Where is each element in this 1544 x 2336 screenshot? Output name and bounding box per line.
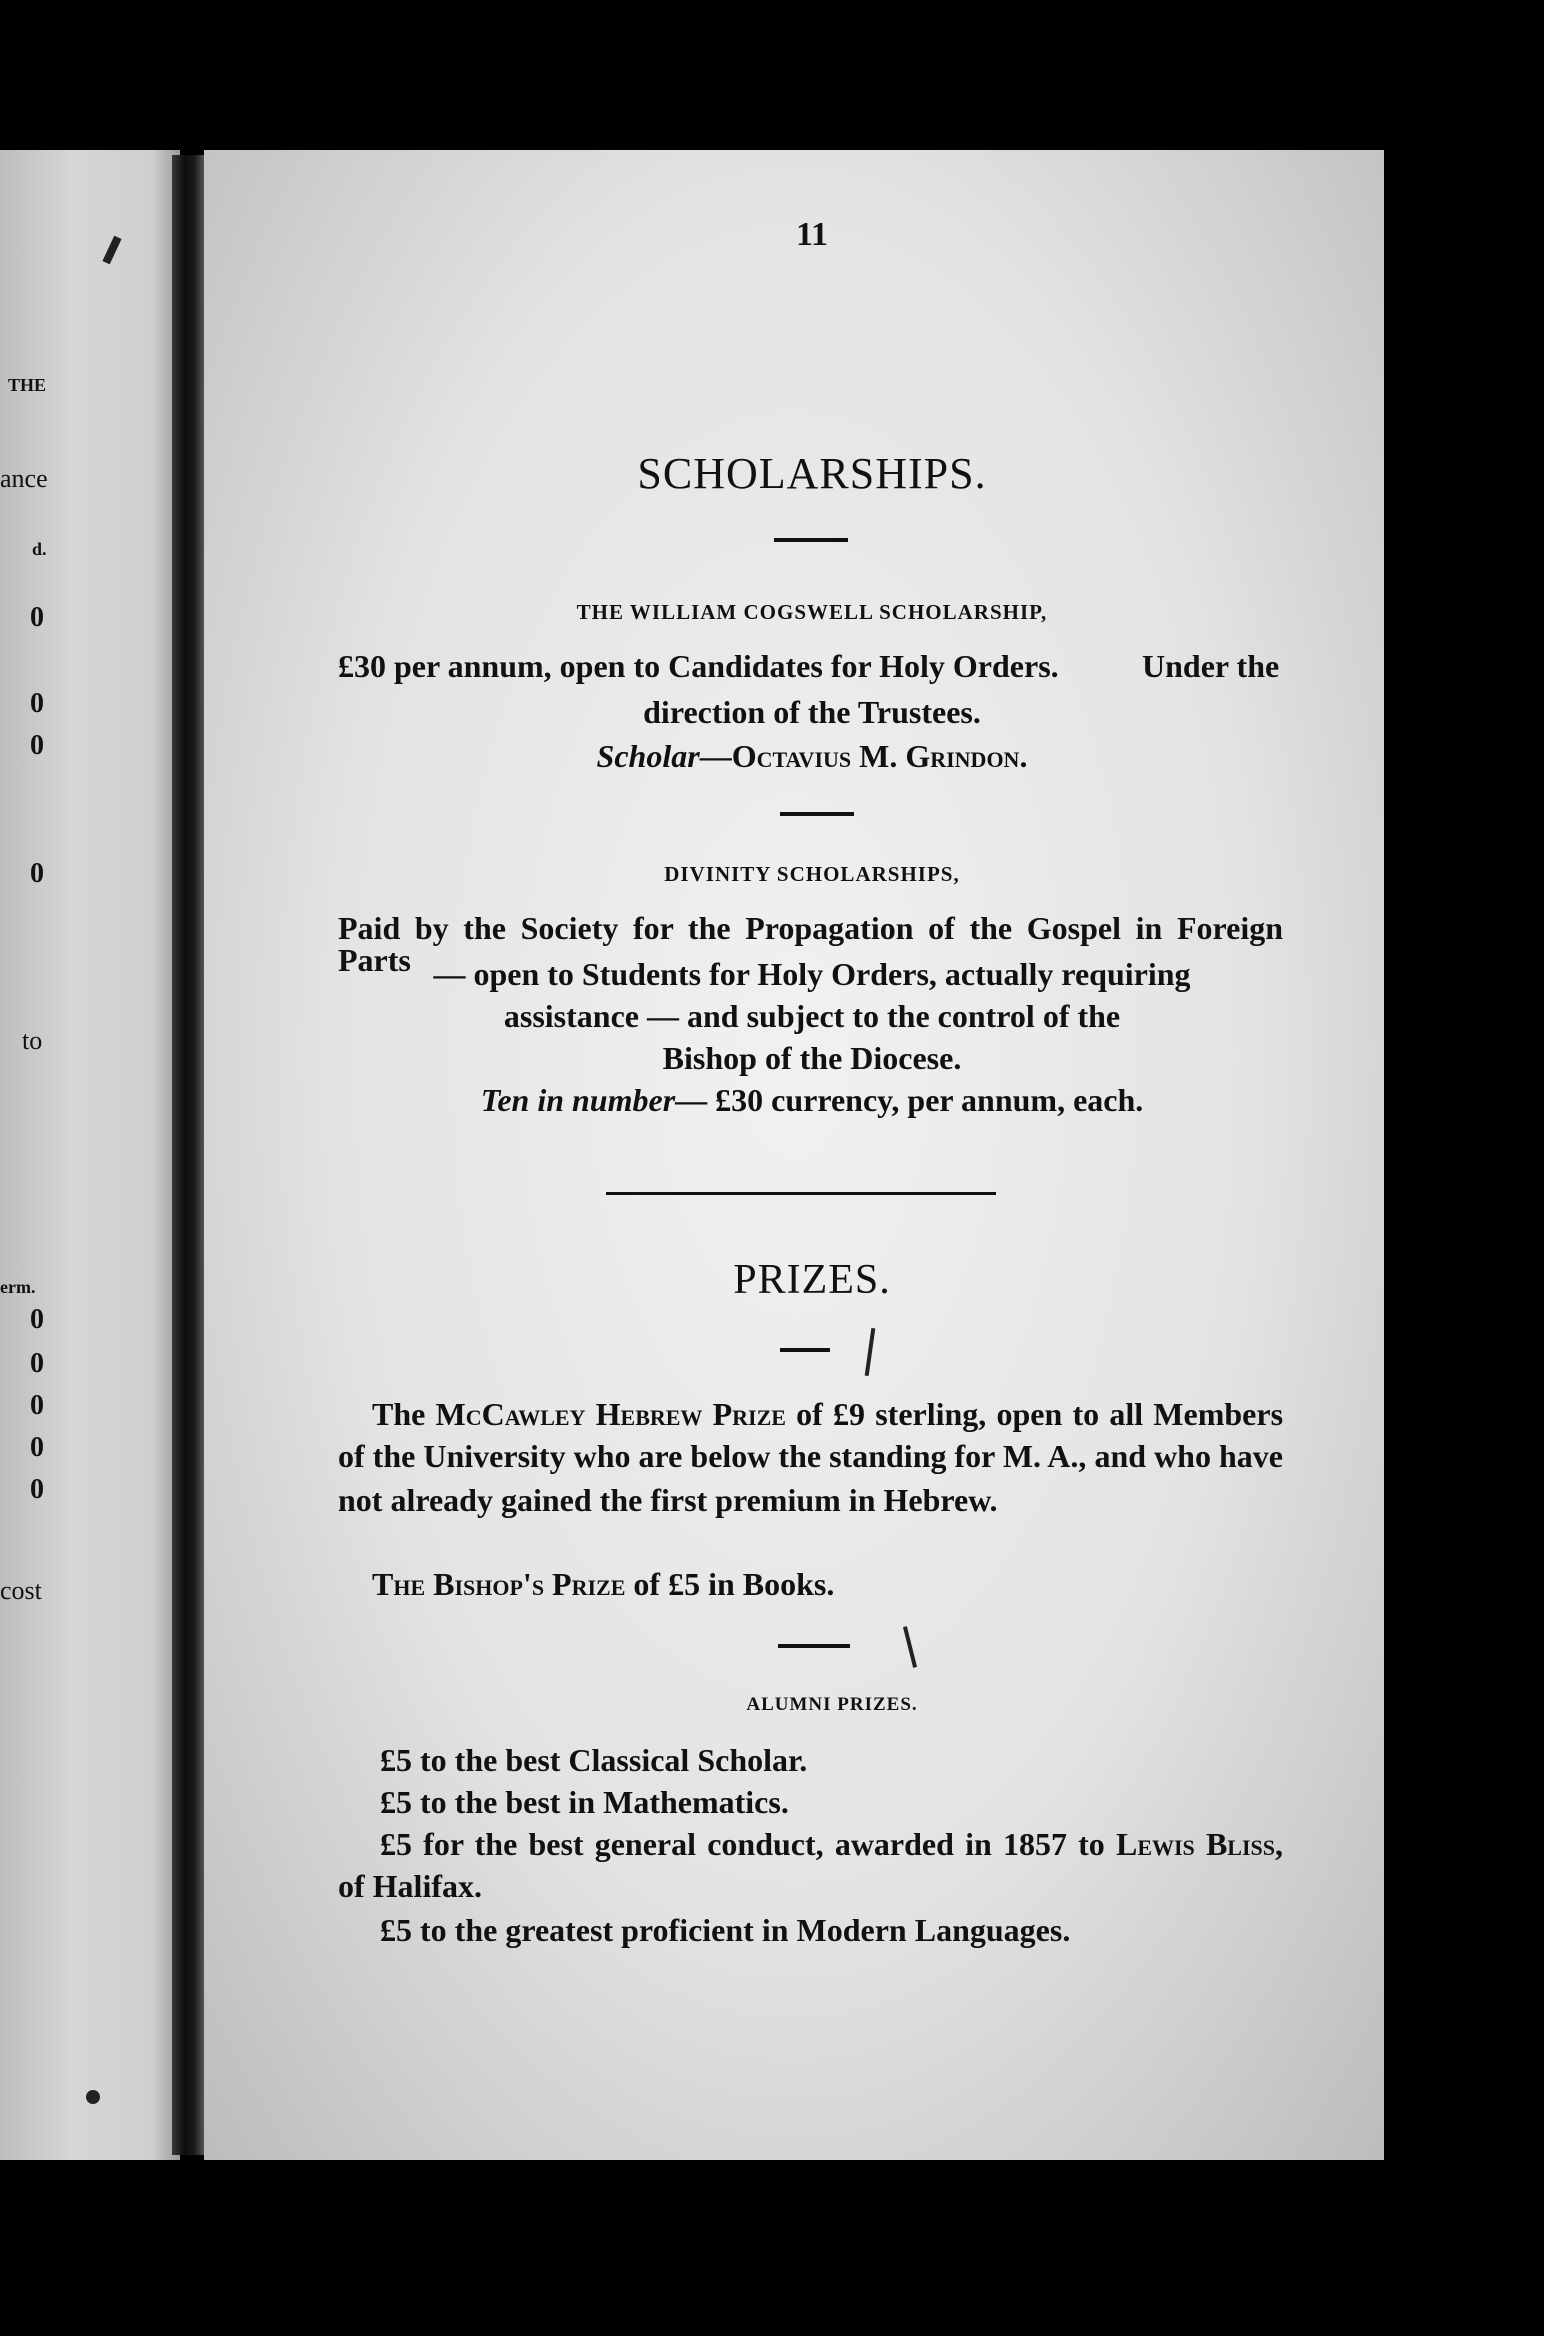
section-divider	[606, 1192, 996, 1195]
cogswell-line-2: direction of the Trustees.	[643, 694, 981, 730]
left-page-fragment-text: ance	[0, 464, 48, 493]
scholar-label: Scholar	[596, 738, 700, 774]
divinity-line-1: Paid by the Society for the Propagation of the Gospel in Foreign Parts	[338, 910, 1283, 978]
alumni-prizes-heading: ALUMNI PRIZES.	[746, 1694, 918, 1715]
cogswell-line-1: £30 per annum, open to Candidates for Holy Orders.	[338, 648, 1059, 684]
alumni-item-3-name: Lewis Bliss,	[1115, 1826, 1284, 1862]
ink-spot	[86, 2090, 100, 2104]
mccawley-line-3: not already gained the first premium in Hebrew.	[338, 1482, 998, 1518]
divinity-line-4: Bishop of the Diocese.	[662, 1040, 962, 1076]
divinity-line-5	[40, 1078, 1544, 1122]
left-page-fragment-text: 0	[30, 1390, 44, 1421]
cogswell-heading: THE WILLIAM COGSWELL SCHOLARSHIP,	[576, 600, 1048, 624]
left-page-fragment-text: 0	[30, 1474, 44, 1505]
scholar-name: Octavius M. Grindon.	[731, 738, 1028, 774]
bishop-prize-name: The Bishop's Prize	[372, 1566, 626, 1602]
section-title-scholarships: SCHOLARSHIPS.	[637, 449, 987, 498]
alumni-item-3-text: £5 for the best general conduct, awarded in 1857 to	[380, 1826, 1105, 1862]
scholar-dash: —	[699, 738, 732, 774]
alumni-item-2: £5 to the best in Mathematics.	[380, 1784, 789, 1820]
alumni-item-1: £5 to the best Classical Scholar.	[380, 1742, 808, 1778]
divider-rule	[780, 1348, 830, 1352]
bishop-prize	[372, 1568, 834, 1600]
left-page-fragment-text: erm.	[0, 1277, 36, 1297]
alumni-item-3	[380, 1828, 1283, 1860]
divider-rule	[774, 538, 848, 542]
divinity-line-2: — open to Students for Holy Orders, actually requiring	[433, 956, 1191, 992]
left-page-fragment-text: 0	[30, 688, 44, 719]
divider-rule	[780, 812, 854, 816]
divider-rule	[778, 1644, 850, 1648]
left-page-fragment-text: cost	[0, 1576, 42, 1605]
cogswell-scholar	[40, 734, 1544, 778]
left-page-fragment-text: 0	[30, 602, 44, 633]
mccawley-prize-name: McCawley Hebrew Prize	[435, 1396, 786, 1432]
left-page-fragment-text: 0	[30, 1348, 44, 1379]
left-page-fragment-text: 0	[30, 1432, 44, 1463]
divinity-line-3: assistance — and subject to the control of the	[503, 998, 1121, 1034]
ten-in-number-label: Ten in number	[480, 1082, 676, 1118]
left-page-fragment-text: to	[22, 1026, 43, 1055]
bishop-prize-details: of £5 in Books.	[633, 1566, 835, 1602]
divinity-amount: — £30 currency, per annum, each.	[675, 1082, 1144, 1118]
mccawley-details: of £9 sterling, open to all Members	[796, 1396, 1284, 1432]
left-page-fragment-text: THE	[8, 375, 47, 395]
alumni-item-4: £5 to the greatest proficient in Modern Languages.	[380, 1912, 1071, 1948]
mccawley-line-1	[372, 1398, 1283, 1430]
mccawley-lead: The	[372, 1396, 426, 1432]
cogswell-line-1-end: Under the	[1142, 648, 1280, 684]
section-title-prizes: PRIZES.	[733, 1257, 891, 1303]
divinity-heading: DIVINITY SCHOLARSHIPS,	[664, 862, 960, 886]
left-page-fragment-text: 0	[30, 858, 44, 889]
left-page-fragment-text: 0	[30, 730, 44, 761]
mccawley-line-2: of the University who are below the standing for M. A., and who have	[338, 1438, 1283, 1474]
alumni-item-3-continued: of Halifax.	[338, 1868, 482, 1904]
page-number: 11	[795, 216, 829, 253]
left-page-fragment-text: d.	[32, 539, 47, 559]
left-page-fragment-text: 0	[30, 1304, 44, 1335]
